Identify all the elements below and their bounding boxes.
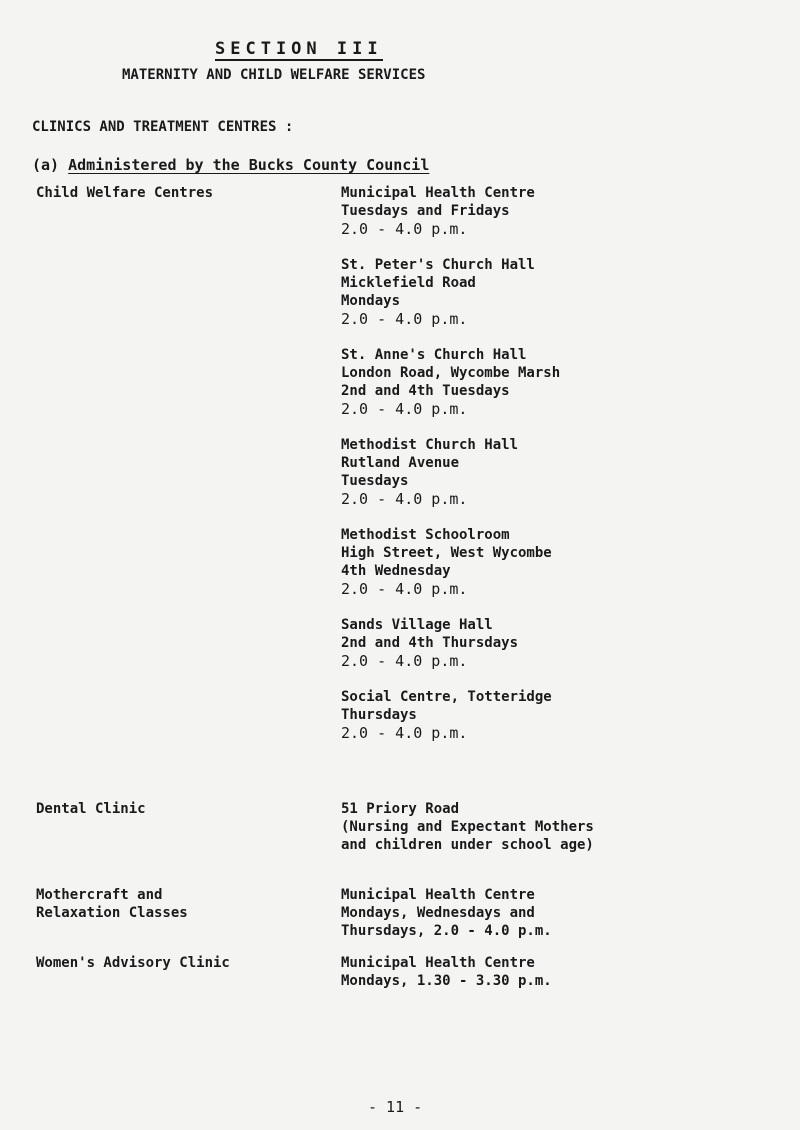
admin-text: Administered by the Bucks County Council [68, 156, 430, 174]
entry-line: Micklefield Road [341, 275, 476, 291]
list-item [341, 184, 791, 238]
mothercraft-label-line: Relaxation Classes [36, 905, 188, 921]
entry-time: 2.0 - 4.0 p.m. [341, 220, 468, 238]
main-title: MATERNITY AND CHILD WELFARE SERVICES [122, 67, 426, 83]
admin-prefix: (a) [32, 156, 69, 174]
dental-clinic-details [341, 800, 594, 854]
mothercraft-line: Municipal Health Centre [341, 887, 535, 903]
womens-line: Mondays, 1.30 - 3.30 p.m. [341, 973, 552, 989]
entry-line: Tuesdays [341, 473, 409, 489]
entry-line: 4th Wednesday [341, 563, 451, 579]
entry-line: Methodist Church Hall [341, 437, 519, 453]
entry-line: Sands Village Hall [341, 617, 493, 633]
page-number: - 11 - [368, 1098, 423, 1116]
entry-line: St. Anne's Church Hall [341, 347, 527, 363]
entry-line: London Road, Wycombe Marsh [341, 365, 561, 381]
list-item [341, 526, 791, 598]
entry-line: High Street, West Wycombe [341, 545, 552, 561]
entry-time: 2.0 - 4.0 p.m. [341, 400, 468, 418]
womens-line: Municipal Health Centre [341, 955, 535, 971]
entry-time: 2.0 - 4.0 p.m. [341, 652, 468, 670]
mothercraft-details [341, 886, 552, 940]
womens-clinic-label: Women's Advisory Clinic [36, 955, 230, 971]
entry-line: St. Peter's Church Hall [341, 257, 535, 273]
section-heading: SECTION III [215, 39, 383, 59]
child-welfare-label: Child Welfare Centres [36, 185, 214, 201]
mothercraft-line: Thursdays, 2.0 - 4.0 p.m. [341, 923, 552, 939]
list-item [341, 346, 791, 418]
entry-line: 2nd and 4th Thursdays [341, 635, 519, 651]
dental-address: 51 Priory Road [341, 801, 460, 817]
entry-line: Rutland Avenue [341, 455, 460, 471]
list-item [341, 256, 791, 328]
list-item [341, 688, 791, 742]
mothercraft-label [36, 886, 188, 922]
subtitle: CLINICS AND TREATMENT CENTRES : [32, 119, 294, 135]
dental-note-line: (Nursing and Expectant Mothers [341, 819, 594, 835]
entry-time: 2.0 - 4.0 p.m. [341, 490, 468, 508]
entry-line: Municipal Health Centre [341, 185, 535, 201]
entry-time: 2.0 - 4.0 p.m. [341, 310, 468, 328]
entry-time: 2.0 - 4.0 p.m. [341, 580, 468, 598]
entry-line: Tuesdays and Fridays [341, 203, 510, 219]
entry-time: 2.0 - 4.0 p.m. [341, 724, 468, 742]
entry-line: 2nd and 4th Tuesdays [341, 383, 510, 399]
entry-line: Mondays [341, 293, 401, 309]
dental-note-line: and children under school age) [341, 837, 594, 853]
mothercraft-label-line: Mothercraft and [36, 887, 163, 903]
entry-line: Social Centre, Totteridge [341, 689, 552, 705]
administered-heading [32, 156, 429, 174]
child-welfare-list [341, 184, 791, 760]
dental-clinic-label: Dental Clinic [36, 801, 146, 817]
entry-line: Methodist Schoolroom [341, 527, 510, 543]
womens-clinic-details [341, 954, 552, 990]
list-item [341, 616, 791, 670]
mothercraft-line: Mondays, Wednesdays and [341, 905, 535, 921]
list-item [341, 436, 791, 508]
entry-line: Thursdays [341, 707, 417, 723]
